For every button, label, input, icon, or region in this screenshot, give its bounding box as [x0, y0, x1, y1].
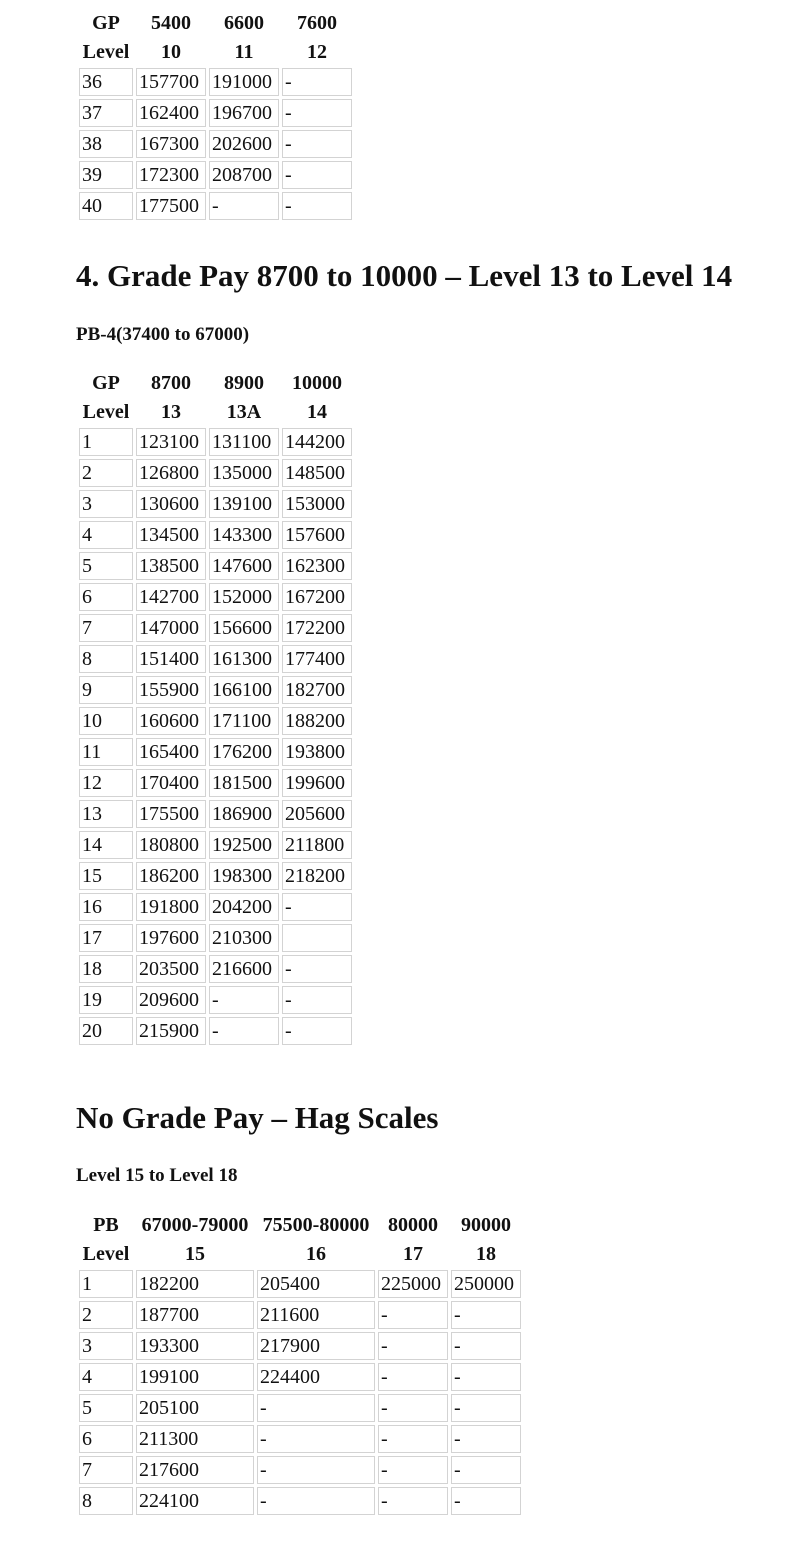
- pay-value-cell: 148500: [282, 459, 352, 487]
- header-cell: 67000-79000: [141, 1214, 249, 1236]
- header-cell: 18: [476, 1243, 496, 1265]
- pay-value-cell: 211800: [282, 831, 352, 859]
- pay-value-cell: 205100: [136, 1394, 254, 1422]
- pay-value-cell: 224100: [136, 1487, 254, 1515]
- pay-value-cell: 181500: [209, 769, 279, 797]
- pay-value-cell: 217600: [136, 1456, 254, 1484]
- level-index-cell: 17: [79, 924, 133, 952]
- hag-scales-heading: No Grade Pay – Hag Scales: [76, 1100, 439, 1135]
- table-row: [79, 1363, 521, 1391]
- pay-value-cell: 186900: [209, 800, 279, 828]
- pay-value-cell: -: [378, 1487, 448, 1515]
- pay-value-cell: 161300: [209, 645, 279, 673]
- pay-value-cell: 209600: [136, 986, 206, 1014]
- pay-value-cell: 167300: [136, 130, 206, 158]
- level-index-cell: 1: [79, 428, 133, 456]
- table-row: [79, 955, 352, 983]
- pay-value-cell: 162300: [282, 552, 352, 580]
- table-row: [79, 68, 352, 96]
- pay-value-cell: 191000: [209, 68, 279, 96]
- level-index-cell: 2: [79, 459, 133, 487]
- level-index-cell: 39: [79, 161, 133, 189]
- pay-value-cell: 167200: [282, 583, 352, 611]
- pay-value-cell: 192500: [209, 831, 279, 859]
- pay-value-cell: 171100: [209, 707, 279, 735]
- pay-value-cell: 177500: [136, 192, 206, 220]
- level-header-row: [79, 1241, 521, 1267]
- header-cell: GP: [92, 372, 120, 394]
- hag-scales-subheading: Level 15 to Level 18: [76, 1165, 238, 1186]
- level-index-cell: 8: [79, 645, 133, 673]
- level-index-cell: 9: [79, 676, 133, 704]
- level-index-cell: 6: [79, 1425, 133, 1453]
- header-cell: 75500-80000: [262, 1214, 370, 1236]
- level-index-cell: 5: [79, 1394, 133, 1422]
- table-row: [79, 459, 352, 487]
- level-header-row: [79, 39, 352, 65]
- level-index-cell: 7: [79, 614, 133, 642]
- level-index-cell: 20: [79, 1017, 133, 1045]
- pay-value-cell: 204200: [209, 893, 279, 921]
- pay-value-cell: -: [451, 1363, 521, 1391]
- pay-value-cell: 199600: [282, 769, 352, 797]
- pay-value-cell: 153000: [282, 490, 352, 518]
- header-cell: 11: [234, 41, 254, 63]
- gp-header-row: [79, 10, 352, 36]
- pay-value-cell: -: [282, 161, 352, 189]
- level-index-cell: 4: [79, 1363, 133, 1391]
- header-cell: 13: [161, 401, 181, 423]
- pay-value-cell: 172300: [136, 161, 206, 189]
- level-index-cell: 8: [79, 1487, 133, 1515]
- pay-value-cell: 191800: [136, 893, 206, 921]
- level-index-cell: 11: [79, 738, 133, 766]
- header-cell: 8700: [151, 372, 191, 394]
- level-index-cell: 18: [79, 955, 133, 983]
- table-row: [79, 676, 352, 704]
- pay-value-cell: 197600: [136, 924, 206, 952]
- pay-value-cell: 175500: [136, 800, 206, 828]
- pay-value-cell: 208700: [209, 161, 279, 189]
- table-row: [79, 862, 352, 890]
- level-index-cell: 19: [79, 986, 133, 1014]
- pay-value-cell: -: [282, 192, 352, 220]
- pay-value-cell: -: [209, 192, 279, 220]
- header-cell: PB: [93, 1214, 119, 1236]
- level-index-cell: 36: [79, 68, 133, 96]
- pay-value-cell: 152000: [209, 583, 279, 611]
- pay-value-cell: -: [451, 1487, 521, 1515]
- pay-value-cell: -: [451, 1425, 521, 1453]
- header-cell: 5400: [151, 12, 191, 34]
- pay-value-cell: 202600: [209, 130, 279, 158]
- level-index-cell: 1: [79, 1270, 133, 1298]
- pay-value-cell: -: [257, 1394, 375, 1422]
- pay-value-cell: 160600: [136, 707, 206, 735]
- level-header-row: [79, 399, 352, 425]
- pay-value-cell: 138500: [136, 552, 206, 580]
- table-row: [79, 893, 352, 921]
- header-cell: GP: [92, 12, 120, 34]
- level-index-cell: 38: [79, 130, 133, 158]
- table-row: [79, 800, 352, 828]
- header-cell: 80000: [388, 1214, 438, 1236]
- header-cell: 13A: [226, 401, 262, 423]
- pay-value-cell: 182200: [136, 1270, 254, 1298]
- header-cell: 14: [307, 401, 327, 423]
- pay-value-cell: 139100: [209, 490, 279, 518]
- pay-value-cell: -: [282, 1017, 352, 1045]
- pay-value-cell: 188200: [282, 707, 352, 735]
- pay-value-cell: -: [378, 1394, 448, 1422]
- pay-value-cell: 147600: [209, 552, 279, 580]
- level-index-cell: 4: [79, 521, 133, 549]
- pay-value-cell: 193800: [282, 738, 352, 766]
- table-row: [79, 1487, 521, 1515]
- pay-value-cell: [282, 924, 352, 952]
- level-index-cell: 16: [79, 893, 133, 921]
- pay-value-cell: -: [257, 1487, 375, 1515]
- table-row: [79, 1270, 521, 1298]
- pay-value-cell: 166100: [209, 676, 279, 704]
- pay-matrix-table-level-15-18: [76, 1209, 524, 1518]
- table-row: [79, 1425, 521, 1453]
- pay-value-cell: 186200: [136, 862, 206, 890]
- level-index-cell: 14: [79, 831, 133, 859]
- pay-value-cell: -: [378, 1332, 448, 1360]
- table-row: [79, 490, 352, 518]
- pay-value-cell: 205600: [282, 800, 352, 828]
- pay-value-cell: -: [282, 986, 352, 1014]
- table-row: [79, 738, 352, 766]
- pay-value-cell: 156600: [209, 614, 279, 642]
- pay-value-cell: 224400: [257, 1363, 375, 1391]
- header-cell: Level: [82, 41, 130, 63]
- pay-value-cell: 199100: [136, 1363, 254, 1391]
- pay-value-cell: 143300: [209, 521, 279, 549]
- table-row: [79, 1017, 352, 1045]
- pay-value-cell: 130600: [136, 490, 206, 518]
- level-index-cell: 6: [79, 583, 133, 611]
- pay-value-cell: -: [451, 1394, 521, 1422]
- pay-value-cell: 198300: [209, 862, 279, 890]
- pay-value-cell: 126800: [136, 459, 206, 487]
- table-row: [79, 521, 352, 549]
- pay-value-cell: 155900: [136, 676, 206, 704]
- pay-value-cell: -: [451, 1332, 521, 1360]
- pay-value-cell: -: [451, 1456, 521, 1484]
- table-row: [79, 130, 352, 158]
- pay-value-cell: 215900: [136, 1017, 206, 1045]
- level-index-cell: 2: [79, 1301, 133, 1329]
- pay-value-cell: 205400: [257, 1270, 375, 1298]
- pay-value-cell: 157600: [282, 521, 352, 549]
- pay-value-cell: -: [282, 68, 352, 96]
- pay-value-cell: 225000: [378, 1270, 448, 1298]
- level-index-cell: 40: [79, 192, 133, 220]
- table-row: [79, 1456, 521, 1484]
- pay-value-cell: 144200: [282, 428, 352, 456]
- pay-value-cell: -: [282, 130, 352, 158]
- pay-value-cell: -: [257, 1425, 375, 1453]
- level-index-cell: 3: [79, 490, 133, 518]
- pay-value-cell: 211600: [257, 1301, 375, 1329]
- pay-value-cell: 216600: [209, 955, 279, 983]
- level-index-cell: 37: [79, 99, 133, 127]
- pay-value-cell: 187700: [136, 1301, 254, 1329]
- pay-value-cell: 250000: [451, 1270, 521, 1298]
- header-cell: 17: [403, 1243, 423, 1265]
- table-row: [79, 161, 352, 189]
- table-row: [79, 428, 352, 456]
- pay-value-cell: 162400: [136, 99, 206, 127]
- table-row: [79, 831, 352, 859]
- pay-matrix-table-level-10-12: [76, 7, 355, 223]
- table-row: [79, 986, 352, 1014]
- table-row: [79, 924, 352, 952]
- pay-value-cell: -: [282, 893, 352, 921]
- pay-value-cell: 196700: [209, 99, 279, 127]
- table-row: [79, 614, 352, 642]
- pay-value-cell: 180800: [136, 831, 206, 859]
- pay-value-cell: -: [451, 1301, 521, 1329]
- pay-value-cell: 193300: [136, 1332, 254, 1360]
- pb-header-row: [79, 1212, 521, 1238]
- header-cell: 10: [161, 41, 181, 63]
- section-4-subheading: PB-4(37400 to 67000): [76, 324, 250, 345]
- table-row: [79, 583, 352, 611]
- header-cell: 7600: [297, 12, 337, 34]
- table-row: [79, 192, 352, 220]
- level-index-cell: 3: [79, 1332, 133, 1360]
- pay-value-cell: 170400: [136, 769, 206, 797]
- pay-value-cell: 210300: [209, 924, 279, 952]
- pay-value-cell: -: [378, 1363, 448, 1391]
- pay-value-cell: 135000: [209, 459, 279, 487]
- pay-value-cell: 203500: [136, 955, 206, 983]
- pay-value-cell: -: [209, 1017, 279, 1045]
- level-index-cell: 10: [79, 707, 133, 735]
- pay-value-cell: 218200: [282, 862, 352, 890]
- pay-value-cell: 123100: [136, 428, 206, 456]
- level-index-cell: 13: [79, 800, 133, 828]
- pay-value-cell: -: [209, 986, 279, 1014]
- pay-value-cell: 176200: [209, 738, 279, 766]
- level-index-cell: 7: [79, 1456, 133, 1484]
- pay-value-cell: 151400: [136, 645, 206, 673]
- pay-value-cell: -: [282, 99, 352, 127]
- pay-value-cell: -: [378, 1456, 448, 1484]
- pay-value-cell: 157700: [136, 68, 206, 96]
- pay-value-cell: 134500: [136, 521, 206, 549]
- pay-value-cell: 131100: [209, 428, 279, 456]
- pay-value-cell: 147000: [136, 614, 206, 642]
- table-row: [79, 1394, 521, 1422]
- header-cell: Level: [82, 1243, 130, 1265]
- header-cell: 12: [307, 41, 327, 63]
- pay-matrix-table-level-13-14: [76, 367, 355, 1048]
- table-row: [79, 707, 352, 735]
- level-index-cell: 15: [79, 862, 133, 890]
- pay-value-cell: 165400: [136, 738, 206, 766]
- pay-value-cell: 182700: [282, 676, 352, 704]
- pay-value-cell: 211300: [136, 1425, 254, 1453]
- pay-value-cell: 217900: [257, 1332, 375, 1360]
- header-cell: 6600: [224, 12, 264, 34]
- section-4-heading: 4. Grade Pay 8700 to 10000 – Level 13 to Level 14: [76, 258, 733, 293]
- header-cell: 90000: [461, 1214, 511, 1236]
- header-cell: 8900: [224, 372, 264, 394]
- table-row: [79, 1332, 521, 1360]
- level-index-cell: 12: [79, 769, 133, 797]
- table-row: [79, 99, 352, 127]
- pay-value-cell: -: [282, 955, 352, 983]
- header-cell: 10000: [292, 372, 342, 394]
- pay-value-cell: 172200: [282, 614, 352, 642]
- table-row: [79, 1301, 521, 1329]
- header-cell: 15: [185, 1243, 205, 1265]
- pay-value-cell: 177400: [282, 645, 352, 673]
- level-index-cell: 5: [79, 552, 133, 580]
- gp-header-row: [79, 370, 352, 396]
- pay-value-cell: -: [257, 1456, 375, 1484]
- table-row: [79, 645, 352, 673]
- header-cell: 16: [306, 1243, 326, 1265]
- header-cell: Level: [82, 401, 130, 423]
- pay-value-cell: -: [378, 1301, 448, 1329]
- pay-value-cell: 142700: [136, 583, 206, 611]
- pay-value-cell: -: [378, 1425, 448, 1453]
- table-row: [79, 769, 352, 797]
- table-row: [79, 552, 352, 580]
